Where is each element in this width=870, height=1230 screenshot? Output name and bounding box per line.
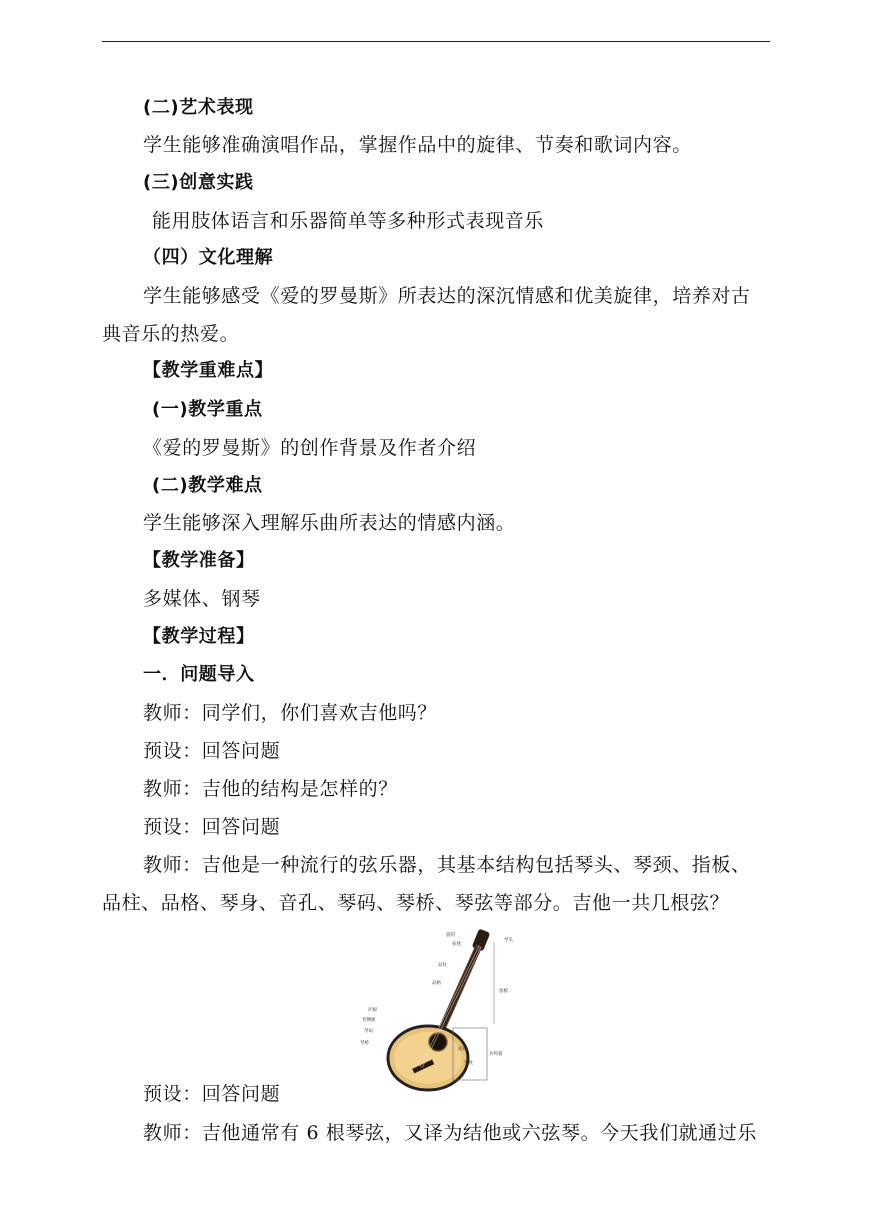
dialog-line: 预设：回答问题 [143,1083,281,1105]
dialog-line: 教师：同学们，你们喜欢吉他吗？ [143,702,438,724]
label-pickguard: 护板 [368,1008,377,1013]
heading-key-difficult: 【教学重难点】 [143,360,274,381]
text-difficult-points: 学生能够深入理解乐曲所表达的情感内涵。 [143,512,516,534]
text-key-points: 《爱的罗曼斯》的创作背景及作者介绍 [143,437,477,459]
label-back: 背侧板 [362,1018,376,1023]
label-body: 共鸣箱 [489,1052,503,1057]
dialog-line: 教师：吉他通常有 6 根琴弦，又译为结他或六弦琴。今天我们就通过乐 [143,1122,757,1144]
label-head: 琴头 [504,938,513,943]
label-bridge: 琴桥 [360,1041,369,1046]
header-rule [102,41,770,42]
text-preparation: 多媒体、钢琴 [143,588,261,610]
label-tuner: 旋钮 [446,933,455,938]
heading-cultural-understanding: （四）文化理解 [143,247,274,268]
label-fret2: 品格 [432,981,441,986]
heading-key-points: (一)教学重点 [152,399,263,420]
text-art-expression: 学生能够准确演唱作品，掌握作品中的旋律、节奏和歌词内容。 [143,134,692,156]
dialog-line: 品柱、品格、琴身、音孔、琴码、琴桥、琴弦等部分。吉他一共几根弦？ [102,892,730,914]
label-fret: 品柱 [438,963,447,968]
guitar-body-top-shape [394,1032,462,1084]
heading-process: 【教学过程】 [143,626,255,647]
label-nut: 弦枕 [452,942,461,947]
heading-difficult-points: (二)教学难点 [152,475,263,496]
label-top: 面板 [458,1047,467,1052]
heading-preparation: 【教学准备】 [143,550,255,571]
dialog-line: 教师：吉他是一种流行的弦乐器，其基本结构包括琴头、琴颈、指板、 [143,854,751,876]
guitar-structure-figure [354,924,550,1102]
dialog-line: 预设：回答问题 [143,816,281,838]
label-pin: 琴枕 [464,1061,473,1066]
heading-art-expression: (二)艺术表现 [143,97,254,118]
text-cultural-line1: 学生能够感受《爱的罗曼斯》所表达的深沉情感和优美旋律，培养对古 [143,285,751,307]
heading-creative-practice: (三)创意实践 [143,172,254,193]
text-creative-practice: 能用肢体语言和乐器简单等多种形式表现音乐 [152,210,545,232]
dialog-line: 预设：回答问题 [143,740,281,762]
label-soundhole: 琴码 [364,1029,373,1034]
guitar-diagram [354,924,550,1102]
dialog-line: 教师：吉他的结构是怎样的？ [143,778,398,800]
label-fingerboard: 指板 [499,989,508,994]
text-cultural-line2: 典音乐的热爱。 [102,323,240,345]
heading-step1: 一．问题导入 [143,664,255,685]
